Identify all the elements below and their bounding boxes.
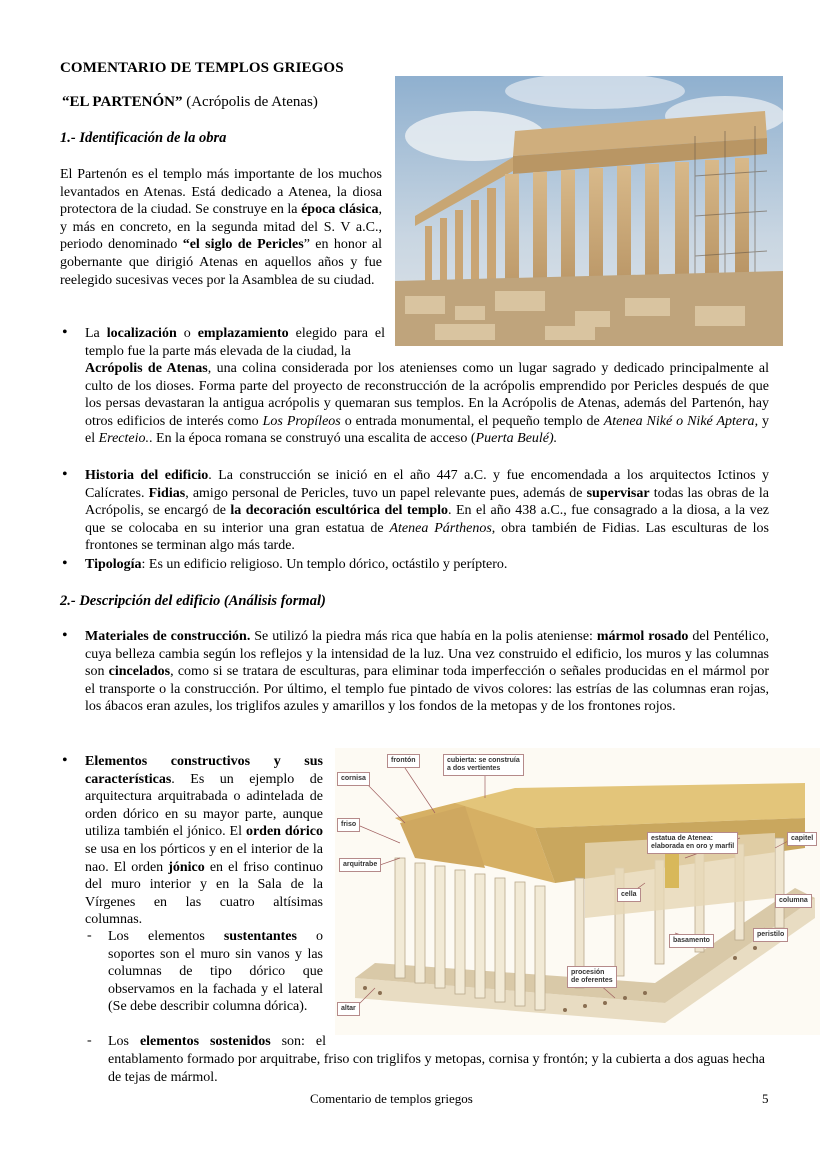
bullet-marker: •	[62, 627, 68, 644]
elements-paragraph: Elementos constructivos y sus características. Es un ejemplo de arquitectura arquitrabada o adintelada de orden dórico en su mayor parte, aunque utiliza también el jónico. El orden dórico se usa en los pórticos y en el interior de la nao. El orden jónico en el friso continuo del muro interior y en la Sala de la Vírgenes en las cuatro altísimas columnas.	[85, 754, 324, 928]
supported-paragraph: entablamento formado por arquitrabe, friso con triglifos y metopas, cornisa y frontón; y la cubierta a dos aguas hecha de tejas de mármol.	[108, 1052, 766, 1085]
page-title: COMENTARIO DE TEMPLOS GRIEGOS	[60, 60, 344, 76]
history-paragraph: Historia del edificio. La construcción se inició en el año 447 a.C. y fue encomendada a los arquitectos Ictinos y Calícrates. Fidias, amigo personal de Pericles, tuvo un papel relevante pues, además de supervisar todas las obras de la Acrópolis, se encargó de la decoración escultórica del templo. En el año 438 a.C., fue consagrado a la diosa, a la vez que se colocaba en su interior una gran estatua de Atenea Párthenos, obra también de Fidias. Las esculturas de los frontones se terminan algo más tarde.	[85, 468, 770, 554]
label-procesion: procesión de oferentes	[567, 966, 617, 988]
materials-paragraph: Materiales de construcción. Se utilizó la piedra más rica que había en la polis ateniense: mármol rosado del Pentélico, cuya belleza cambia según los reflejos y la intensidad de la luz. Una vez construido el edificio, los muros y las columnas son cincelados, como si se tratara de esculturas, para eliminar toda imperfección o señales producidas en el mármol por el transporte o la construcción. Por último, el templo fue pintado de vivos colores: las estrías de las columnas eran rojas, los ábacos eran azules, los triglifos azules y amarillos y los fondos de la metopas y de los frontones rojos.	[85, 629, 770, 715]
parthenon-photo	[395, 76, 783, 346]
temple-diagram	[335, 748, 820, 1035]
bullet-marker: •	[62, 555, 68, 572]
dash-marker: -	[87, 1033, 92, 1048]
location-paragraph-start: La localización o emplazamiento elegido para el templo fue la parte más elevada de la ciudad, la	[85, 326, 385, 359]
footer-text: Comentario de templos griegos	[310, 1091, 473, 1106]
label-peristilo: peristilo	[753, 928, 788, 942]
dash-marker: -	[87, 928, 92, 943]
label-capitel: capitel	[787, 832, 817, 846]
label-altar: altar	[337, 1002, 360, 1016]
location-paragraph: Acrópolis de Atenas, una colina considerada por los atenienses como un lugar sagrado y dedicado principalmente al culto de los dioses. Forma parte del proyecto de reconstrucción de la acrópolis emprendido por Pericles después de que los persas devastaran la antigua acrópolis y quemaran sus templos. En la Acrópolis de Atenas, además del Partenón, hay otros edificios de interés como Los Propíleos o entrada monumental, el pequeño templo de Atenea Niké o Niké Aptera, y el Erecteio.. En la época romana se construyó una escalita de acceso (Puerta Beulé).	[85, 361, 770, 447]
label-fronton: frontón	[387, 754, 420, 768]
page-number: 5	[762, 1091, 769, 1106]
bullet-marker: •	[62, 466, 68, 483]
typology-paragraph: Tipología: Es un edificio religioso. Un templo dórico, octástilo y períptero.	[85, 557, 508, 572]
bullet-marker: •	[62, 324, 68, 341]
intro-paragraph: El Partenón es el templo más importante de los muchos levantados en Atenas. Está dedicado a Atenea, la diosa protectora de la ciudad. Se construye en la época clásica, y más en concreto, en la segunda mitad del S. V a.C., periodo denominado “el siglo de Pericles” en honor al gobernante que dirigió Atenas en aquellos años y fue reelegido sucesivas veces por la Asamblea de su ciudad.	[60, 167, 383, 288]
section-2-heading: 2.- Descripción del edificio (Análisis formal)	[60, 593, 326, 609]
label-friso: friso	[337, 818, 360, 832]
label-cella: cella	[617, 888, 641, 902]
label-cubierta: cubierta: se construía a dos vertientes	[443, 754, 524, 776]
label-columna: columna	[775, 894, 812, 908]
label-basamento: basamento	[669, 934, 714, 948]
section-1-heading: 1.- Identificación de la obra	[60, 130, 227, 146]
bullet-marker: •	[62, 752, 68, 769]
supports-paragraph: Los elementos sustentantes o soportes son el muro sin vanos y las columnas de tipo dórico que observamos en la fachada y el lateral (Se debe describir columna dórica).	[108, 929, 324, 1015]
supported-paragraph-start: Los elementos sostenidos son: el	[108, 1034, 326, 1049]
label-arquitrabe: arquitrabe	[339, 858, 381, 872]
label-cornisa: cornisa	[337, 772, 370, 786]
label-estatua: estatua de Atenea: elaborada en oro y marfil	[647, 832, 738, 854]
subtitle: “EL PARTENÓN” (Acrópolis de Atenas)	[62, 94, 318, 110]
